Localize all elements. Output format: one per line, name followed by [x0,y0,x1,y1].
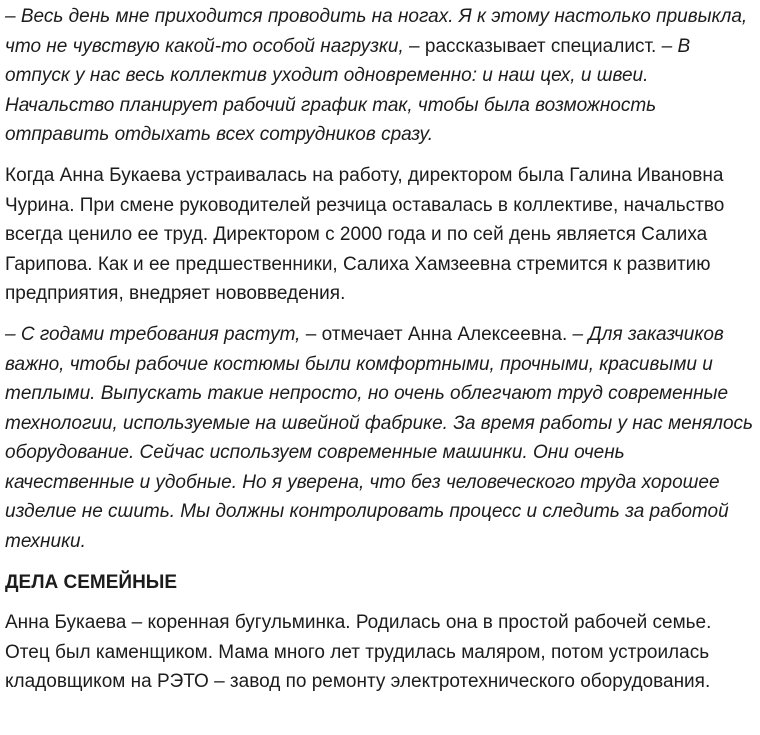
attribution-text: – отмечает Анна Алексеевна. [300,324,573,345]
attribution-text: – рассказывает специалист. [403,35,662,57]
section-heading: ДЕЛА СЕМЕЙНЫЕ [5,571,178,593]
paragraph-directors: Когда Анна Букаева устраивалась на работу, директором была Галина Ивановна Чурина. При смене руководителей резчица оставалась в коллективе, начальство всегда ценило ее труд. Директором с 2000 года и по сей день является Салиха Гарипова. Как и ее предшественники, Салиха Хамзеевна стремится к развитию предприятия, внедряет нововведения. [5,165,725,304]
paragraph-family: Анна Букаева – коренная бугульминка. Родилась она в простой рабочей семье. Отец был каменщиком. Мама много лет трудилась маляром, потом устроилась кладовщиком на РЭТО – завод по ремонту электротехнического оборудования. [5,612,712,692]
quote-text: – В отпуск у нас весь коллектив уходит одновременно: и наш цех, и швеи. Начальство планирует рабочий график так, чтобы была возможность отправить отдыхать всех сотрудников сразу. [5,35,691,145]
quote-paragraph-vacation [5,2,754,150]
quote-text: – Для заказчиков важно, чтобы рабочие костюмы были комфортными, прочными, красивыми и теплыми. Выпускать такие непросто, но очень облегчают труд современные технологии, используемые на швейной фабрике. За время работы у нас менялось оборудование. Сейчас используем современные машинки. Они очень качественные и удобные. Но я уверена, что без человеческого труда хорошее изделие не сшить. Мы должны контролировать процесс и следить за работой техники. [5,324,754,552]
quote-text: – Весь день мне приходится проводить на ногах. Я к этому настолько привыкла, что не чувствую какой-то особой нагрузки, [5,6,748,57]
quote-paragraph-requirements [5,320,754,556]
quote-text: – С годами требования растут, [5,324,301,345]
